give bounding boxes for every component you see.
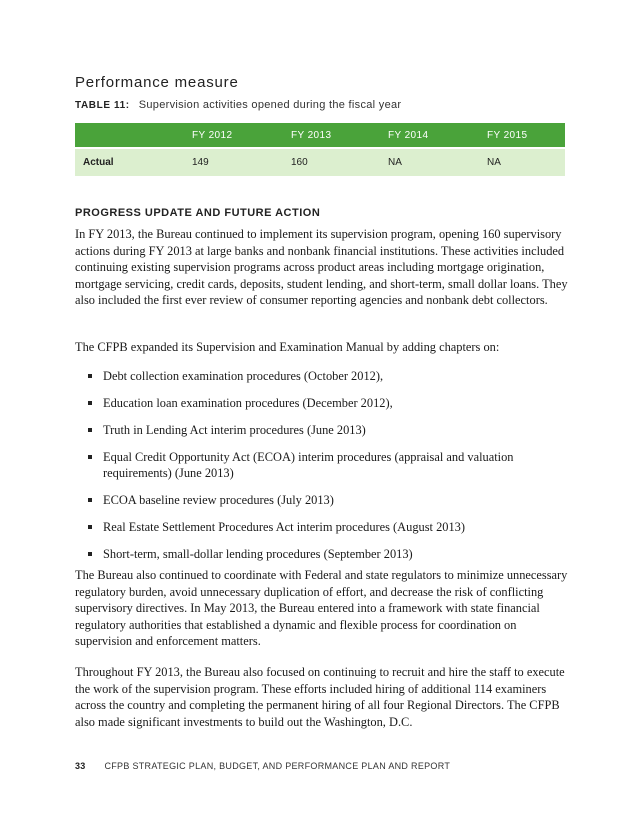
bullet-icon xyxy=(88,455,92,459)
table-header-cell xyxy=(75,123,192,148)
list-item-text: Equal Credit Opportunity Act (ECOA) interim procedures (appraisal and valuation requirements) (June 2013) xyxy=(103,449,514,481)
list-item xyxy=(88,519,548,536)
bullet-icon xyxy=(88,401,92,405)
table-cell: NA xyxy=(487,148,565,176)
paragraph: The Bureau also continued to coordinate with Federal and state regulators to minimize unnecessary regulatory burden, avoid unnecessary duplication of effort, and decrease the risk of conflicting supervisory directives. In May 2013, the Bureau entered into a framework with state financial regulatory authorities that established a dynamic and flexible process for coordination on supervision and enforcement matters. xyxy=(75,568,568,649)
list-item xyxy=(88,546,548,563)
bullet-icon xyxy=(88,552,92,556)
chapter-list xyxy=(88,368,548,573)
list-item xyxy=(88,395,548,412)
bullet-icon xyxy=(88,498,92,502)
paragraph: The CFPB expanded its Supervision and Examination Manual by adding chapters on: xyxy=(75,340,500,354)
footer-title: CFPB STRATEGIC PLAN, BUDGET, AND PERFORMANCE PLAN AND REPORT xyxy=(104,761,451,771)
list-item-text: Education loan examination procedures (December 2012), xyxy=(103,395,393,410)
section-title: Performance measure xyxy=(75,74,239,91)
bullet-icon xyxy=(88,428,92,432)
list-item-text: Debt collection examination procedures (October 2012), xyxy=(103,369,384,383)
progress-subhead: PROGRESS UPDATE AND FUTURE ACTION xyxy=(75,207,321,219)
table-header-cell: FY 2013 xyxy=(291,123,388,148)
table-cell: 160 xyxy=(291,148,388,176)
list-item xyxy=(88,449,548,482)
paragraph: Throughout FY 2013, the Bureau also focused on continuing to recruit and hire the staff to execute the work of the supervision program. These efforts included hiring of additional 114 examiners across the country and completing the permanent hiring of all four Regional Directors. The CFPB also made significant investments to build out the Washington, D.C. xyxy=(75,665,565,729)
list-item-text: Real Estate Settlement Procedures Act interim procedures (August 2013) xyxy=(103,520,465,535)
supervision-activities-table xyxy=(75,123,565,176)
table-row xyxy=(75,148,565,176)
table-header-cell: FY 2014 xyxy=(388,123,487,148)
list-item xyxy=(88,368,548,385)
table-cell: 149 xyxy=(192,148,291,176)
table-row-label: Actual xyxy=(75,148,192,176)
table-caption-text: Supervision activities opened during the fiscal year xyxy=(138,99,402,111)
bullet-icon xyxy=(88,374,92,378)
table-header-row xyxy=(75,123,565,148)
table-cell: NA xyxy=(388,148,487,176)
page-footer xyxy=(75,761,450,771)
bullet-icon xyxy=(88,525,92,529)
list-item-text: Truth in Lending Act interim procedures (June 2013) xyxy=(103,422,366,437)
list-item-text: Short-term, small-dollar lending procedures (September 2013) xyxy=(103,546,413,561)
table-header-cell: FY 2012 xyxy=(192,123,291,148)
paragraph: In FY 2013, the Bureau continued to implement its supervision program, opening 160 supervisory actions during FY 2013 at large banks and nonbank financial institutions. These activities included continuing existing supervision programs across product areas including mortgage origination, mortgage servicing, credit cards, deposits, student lending, and short-term, small dollar loans. They also included the first ever review of consumer reporting agencies and nonbank debt collectors. xyxy=(75,227,568,308)
list-item xyxy=(88,422,548,439)
table-caption xyxy=(75,99,401,111)
page-number: 33 xyxy=(75,761,86,771)
list-item-text: ECOA baseline review procedures (July 2013) xyxy=(103,493,334,508)
table-header-cell: FY 2015 xyxy=(487,123,565,148)
table-caption-number: TABLE 11: xyxy=(75,100,130,111)
list-item xyxy=(88,492,548,509)
